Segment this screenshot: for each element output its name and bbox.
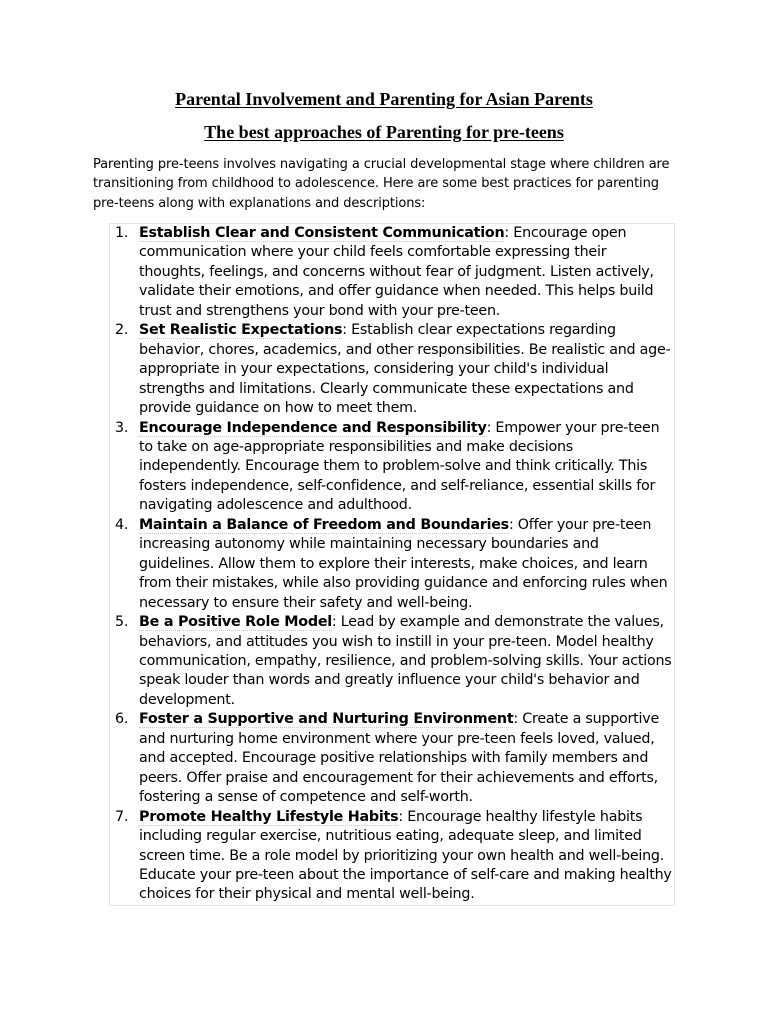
list-item bbox=[115, 710, 673, 807]
document-title: Parental Involvement and Parenting for Asian Parents bbox=[175, 89, 593, 109]
list-item-number: 5. bbox=[115, 614, 129, 631]
list-item-text: : Encourage open communication where your child feels comfortable expressing their thoughts, feelings, and concerns without fear of judgment. Listen actively, validate their emotions, and offer guidance when needed. This helps build trust and strengthens your bond with your pre-teen. bbox=[139, 225, 654, 319]
list-item-heading: Maintain a Balance of Freedom and Boundaries bbox=[139, 516, 509, 533]
list-item-number: 4. bbox=[115, 516, 129, 533]
practices-list bbox=[109, 224, 673, 905]
list-item-heading: Encourage Independence and Responsibility bbox=[139, 419, 487, 436]
list-item-number: 3. bbox=[115, 419, 129, 436]
list-item bbox=[115, 516, 673, 613]
list-item-text: : Lead by example and demonstrate the values, behaviors, and attitudes you wish to instill in your pre-teen. Model healthy communication, empathy, resilience, and problem-solving skills. Your actions speak louder than words and greatly influence your child's behavior and development. bbox=[139, 614, 672, 708]
list-item-heading: Set Realistic Expectations bbox=[139, 322, 343, 339]
list-item-heading: Be a Positive Role Model bbox=[139, 614, 332, 631]
list-item-number: 1. bbox=[115, 225, 129, 241]
list-item-text: : Establish clear expectations regarding behavior, chores, academics, and other responsibilities. Be realistic and age-appropriate in your expectations, considering your child's individual strengths and limitations. Clearly communicate these expectations and provide guidance on how to meet them. bbox=[139, 322, 671, 417]
list-item bbox=[115, 224, 673, 321]
list-item-text: : Empower your pre-teen to take on age-appropriate responsibilities and make decisions independently. Encourage them to problem-solve and think critically. This fosters independence, self-confidence, and self-reliance, essential skills for navigating adolescence and adulthood. bbox=[139, 419, 660, 514]
list-item-heading: Foster a Supportive and Nurturing Environment bbox=[139, 711, 514, 728]
list-item-text: : Encourage healthy lifestyle habits including regular exercise, nutritious eating, adequate sleep, and limited screen time. Be a role model by prioritizing your own health and well-being. Educate your pre-teen about the importance of self-care and making healthy choices for their physical and mental well-being. bbox=[139, 808, 672, 903]
list-item-number: 6. bbox=[115, 711, 129, 728]
list-item-text: : Offer your pre-teen increasing autonomy while maintaining necessary boundaries and guidelines. Allow them to explore their interests, make choices, and learn from their mistakes, while also providing guidance and enforcing rules when necessary to ensure their safety and well-being. bbox=[139, 516, 668, 611]
list-item-heading: Establish Clear and Consistent Communication bbox=[139, 225, 505, 241]
document-subtitle: The best approaches of Parenting for pre-teens bbox=[204, 122, 564, 142]
list-item bbox=[115, 419, 673, 516]
list-item-text: : Create a supportive and nurturing home environment where your pre-teen feels loved, valued, and accepted. Encourage positive relationships with family members and peers. Offer praise and encouragement for their achievements and efforts, fostering a sense of competence and self-worth. bbox=[139, 711, 659, 806]
list-item bbox=[115, 808, 673, 905]
list-item bbox=[115, 321, 673, 418]
intro-paragraph: Parenting pre-teens involves navigating a crucial developmental stage where children are transitioning from childhood to adolescence. Here are some best practices for parenting pre-teens along with explanations and descriptions: bbox=[93, 157, 670, 211]
list-item-number: 2. bbox=[115, 322, 129, 339]
list-item bbox=[115, 613, 673, 710]
list-item-number: 7. bbox=[115, 808, 129, 825]
list-item-heading: Promote Healthy Lifestyle Habits bbox=[139, 808, 399, 825]
